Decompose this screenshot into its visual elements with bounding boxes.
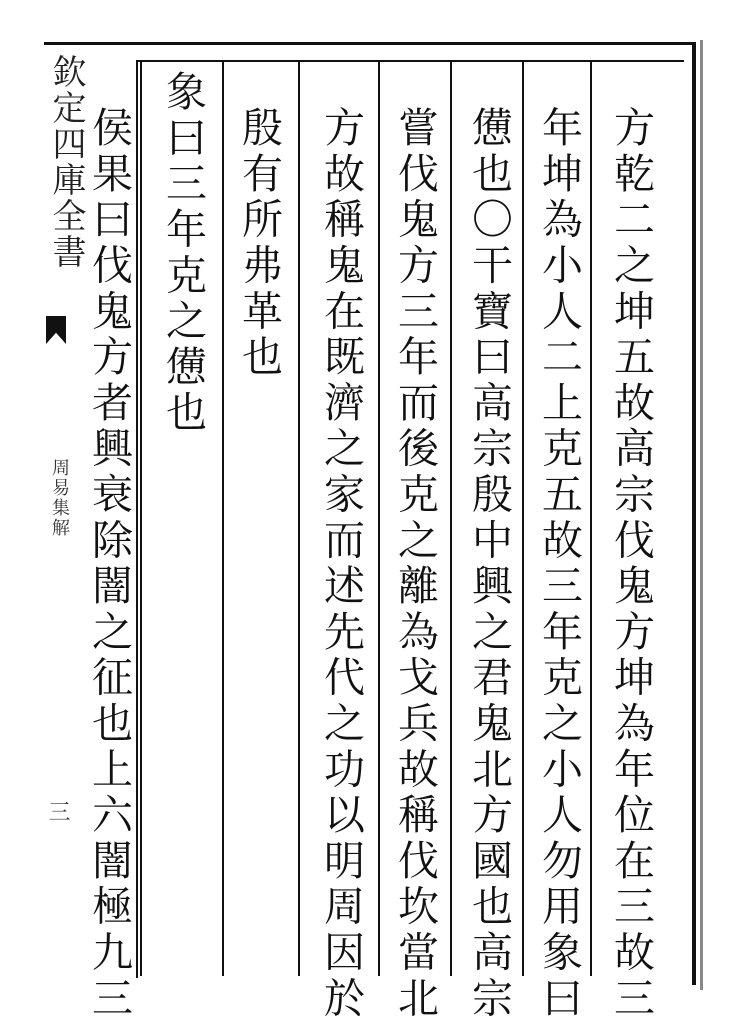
text-column-1: 方乾二之坤五故高宗伐鬼方坤為年位在三故三 <box>607 106 655 1022</box>
text-column-5: 方故稱鬼在既濟之家而述先代之功以明周因於 <box>317 106 365 1022</box>
margin-book-title: 周易集解 <box>49 458 70 538</box>
right-edge <box>700 40 703 990</box>
margin-page-number: 三 <box>45 800 70 822</box>
text-column-6: 殷有所弗革也 <box>235 106 283 381</box>
column-rule <box>140 60 142 976</box>
column-rule <box>450 60 452 976</box>
text-column-2: 年坤為小人二上克五故三年克之小人勿用象曰 <box>535 106 583 1022</box>
column-rule <box>378 60 380 976</box>
text-column-7: 象曰三年克之憊也 <box>159 70 207 437</box>
column-rule <box>222 60 224 976</box>
column-rule <box>298 60 300 976</box>
text-column-3: 憊也〇干寶曰高宗殷中興之君鬼北方國也高宗 <box>465 106 513 1022</box>
text-column-4: 嘗伐鬼方三年而後克之離為戈兵故稱伐坎當北 <box>391 106 439 1022</box>
column-rule <box>590 60 592 976</box>
margin-title: 欽定四庫全書 <box>46 54 86 270</box>
text-column-8: 侯果曰伐鬼方者興衰除闇之征也上六闇極九三 <box>85 106 133 1022</box>
column-rule <box>522 60 524 976</box>
